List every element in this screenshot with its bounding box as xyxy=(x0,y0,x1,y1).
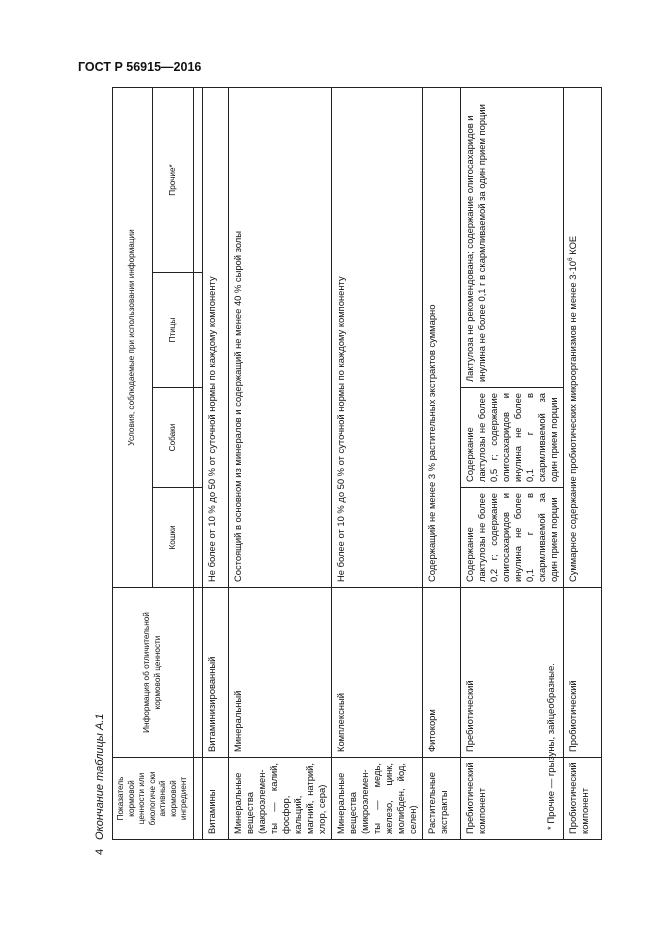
information-cell: Витаминизированный xyxy=(202,588,228,758)
condition-cell: Состоящий в основном из минералов и содержащий не менее 40 % сырой золы xyxy=(228,87,331,587)
header-information: Информация об отличительной кормовой ценности xyxy=(113,588,194,758)
table-header-row xyxy=(113,87,153,839)
table-footnote: * Прочие — грызуны, зайцеобразные. xyxy=(546,663,557,830)
header-indicator: Показатель кормовой ценности или биологиче ски активный кормовой ингредиент xyxy=(113,758,194,840)
exponent: 6 xyxy=(567,257,575,261)
information-cell: Пребиотический xyxy=(460,588,563,758)
information-cell: Пробиотический xyxy=(564,588,602,758)
table-caption: Окончание таблицы А.1 xyxy=(94,713,106,840)
birds-other-condition-cell: Лактулоза не рекомендована; содержание олигосахаридов и инулина не более 0,1 г в скармливаемой за один прием порции xyxy=(460,87,563,387)
header-dogs: Собаки xyxy=(153,388,193,488)
header-conditions: Условия, соблюдаемые при использовании информации xyxy=(113,87,153,587)
table-row xyxy=(228,87,331,839)
indicator-cell: Пребиотический компонент xyxy=(460,758,563,840)
header-cats: Кошки xyxy=(153,488,193,588)
indicator-cell: Растительные экстракты xyxy=(422,758,460,840)
document-title: ГОСТ Р 56915—2016 xyxy=(78,60,202,74)
indicator-cell: Минеральные вещества (микроэлементы — медь, железо, цинк, молибден, йод, селен) xyxy=(331,758,422,840)
unit-text: КОЕ xyxy=(567,235,579,258)
cats-condition-cell: Содержание лактулозы не более 0,2 г; содержание олигосахаридов и инулина не более 0,1 г в скармливаемой за один прием порции xyxy=(460,488,563,588)
dogs-condition-cell: Содержание лактулозы не более 0,5 г; содержание олигосахаридов и инулина не более 0,1 г в скармливаемой за один прием порции xyxy=(460,388,563,488)
information-cell: Фитокорм xyxy=(422,588,460,758)
condition-text: Суммарное содержание пробиотических микроорганизмов не менее 3·10 xyxy=(567,260,579,582)
condition-cell xyxy=(564,87,602,587)
indicator-cell: Витамины xyxy=(202,758,228,840)
feed-value-table xyxy=(112,87,602,840)
information-cell: Комплексный xyxy=(331,588,422,758)
indicator-cell: Минеральные вещества (макроэлементы — калий, фосфор, кальций, магний, натрий, хлор, сера) xyxy=(228,758,331,840)
page-number: 4 xyxy=(94,848,106,855)
table-row xyxy=(202,87,228,839)
table-row xyxy=(564,87,602,839)
separator-row xyxy=(193,87,202,839)
header-other: Прочие* xyxy=(153,87,193,272)
condition-cell: Не более от 10 % до 50 % от суточной нормы по каждому компоненту xyxy=(202,87,228,587)
table-row xyxy=(331,87,422,839)
header-birds: Птицы xyxy=(153,273,193,388)
condition-cell: Содержащий не менее 3 % растительных экстрактов суммарно xyxy=(422,87,460,587)
condition-cell: Не более от 10 % до 50 % от суточной нормы по каждому компоненту xyxy=(331,87,422,587)
information-cell: Минеральный xyxy=(228,588,331,758)
table-row xyxy=(422,87,460,839)
indicator-cell: Пробиотический компонент xyxy=(564,758,602,840)
